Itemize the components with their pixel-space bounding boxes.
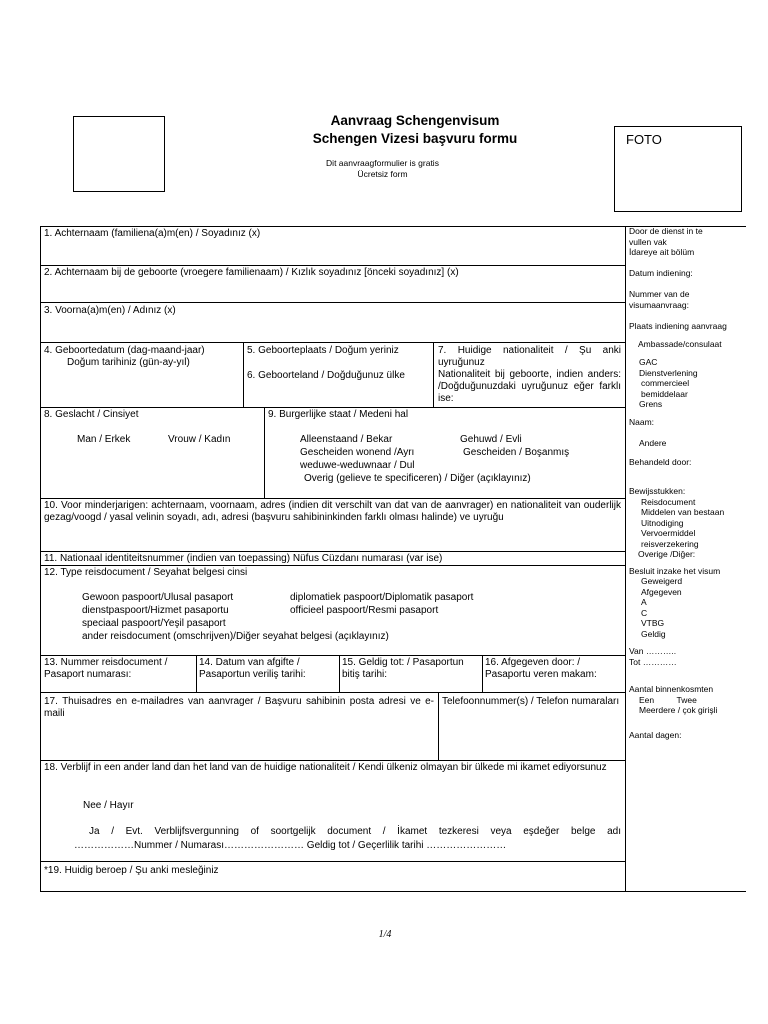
marital-option-divorced[interactable]: Gescheiden / Boşanmış <box>463 447 570 458</box>
residence-option-no[interactable]: Nee / Hayır <box>83 800 134 811</box>
sidebar-option-service-3: bemiddelaar <box>641 388 688 399</box>
title-tr: Schengen Vizesi başvuru formu <box>312 131 518 146</box>
title-nl: Aanvraag Schengenvisum <box>330 113 500 128</box>
doc-option-service[interactable]: dienstpaspoort/Hizmet pasaportu <box>82 605 229 616</box>
logo-placeholder-box <box>73 116 165 192</box>
sidebar-option-other[interactable]: Andere <box>639 438 667 448</box>
marital-option-single[interactable]: Alleenstaand / Bekar <box>300 434 393 445</box>
field-16-issued-by[interactable]: 16. Afgegeven door: / Pasaportu veren makam: <box>485 657 597 680</box>
field-9-marital-status: 9. Burgerlijke staat / Medeni hal <box>268 409 409 420</box>
sidebar-entries-two[interactable]: Twee <box>676 694 697 705</box>
sidebar-entries-label: Aantal binnenkosmten <box>629 684 714 694</box>
field-17-home-address[interactable]: 17. Thuisadres en e-mailadres van aanvrager / Başvuru sahibinin posta adresi ve e-maili <box>44 696 434 719</box>
marital-option-married[interactable]: Gehuwd / Evli <box>460 434 522 445</box>
field-5-birth-place[interactable]: 5. Geboorteplaats / Doğum yeriniz <box>247 345 399 356</box>
sidebar-place-label: Plaats indiening aanvraag <box>629 321 727 331</box>
sidebar-evidence-document[interactable]: Reisdocument <box>641 496 696 507</box>
sidebar-evidence-means[interactable]: Middelen van bestaan <box>641 507 725 517</box>
official-use-sidebar <box>629 226 745 740</box>
sidebar-valid-from[interactable]: Van ……….. <box>629 646 677 656</box>
sidebar-evidence-insurance: reisverzekering <box>641 538 699 549</box>
doc-option-other[interactable]: ander reisdocument (omschrijven)/Diğer seyahat belgesi (açıklayınız) <box>82 631 389 642</box>
doc-option-official[interactable]: officieel paspoort/Resmi pasaport <box>290 605 439 616</box>
field-1-surname[interactable]: 1. Achternaam (familiena(a)m(en) / Soyadınız (x) <box>44 228 261 239</box>
field-3-first-names[interactable]: 3. Voorna(a)m(en) / Adınız (x) <box>44 305 176 316</box>
marital-option-widow[interactable]: weduwe-weduwnaar / Dul <box>300 460 415 471</box>
field-18-residence: 18. Verblijf in een ander land dan het land van de huidige nationaliteit / Kendi ülkeniz olmayan bir ülkede mi ikamet ediyorsunuz <box>44 762 607 773</box>
field-4-label-tr: Doğum tarihiniz (gün-ay-yıl) <box>67 357 190 368</box>
field-8-sex: 8. Geslacht / Cinsiyet <box>44 409 139 420</box>
sidebar-valid-to[interactable]: Tot ………… <box>629 656 677 667</box>
sidebar-valid-label: Geldig <box>641 628 666 639</box>
marital-option-other[interactable]: Overig (gelieve te specificeren) / Diğer (açıklayınız) <box>304 473 531 484</box>
field-17-phone[interactable]: Telefoonnummer(s) / Telefon numaraları <box>442 696 620 707</box>
field-7-current-nationality: 7. Huidige nationaliteit / Şu anki uyruğunuz <box>438 345 621 368</box>
sidebar-option-service-1[interactable]: Dienstverlening <box>639 367 698 378</box>
sidebar-date-label: Datum indiening: <box>629 267 693 278</box>
field-15-valid-until[interactable]: 15. Geldig tot: / Pasaportun bitiş tarihi: <box>342 657 464 680</box>
sidebar-days-label: Aantal dagen: <box>629 729 682 740</box>
page-number: 1/4 <box>378 929 392 940</box>
photo-box <box>614 126 742 212</box>
sidebar-entries-multiple[interactable]: Meerdere / çok girişli <box>639 705 718 715</box>
doc-option-diplomatic[interactable]: diplomatiek paspoort/Diplomatik pasaport <box>290 592 474 603</box>
field-10-guardian[interactable]: 10. Voor minderjarigen: achternaam, voornaam, adres (indien dit verschilt van dat van de aanvrager) en nationaliteit van ouderlijk gezag/voogd / yasal velinin soyadı, adı, adresi (başvuru sahibininkinden farklı olması halinde) ve uyruğu <box>44 500 621 523</box>
sidebar-visa-vtbg[interactable]: VTBG <box>641 618 665 628</box>
sex-option-female[interactable]: Vrouw / Kadın <box>168 434 231 445</box>
sidebar-visa-a[interactable]: A <box>641 597 647 607</box>
sidebar-number-label-2: visumaanvraag: <box>629 299 690 310</box>
sidebar-evidence-transport[interactable]: Vervoermiddel <box>641 528 696 538</box>
residence-permit-details[interactable]: ………………Nummer / Numarası…………………… Geldig tot / Geçerlilik tarihi …………………… <box>74 840 507 851</box>
sidebar-option-border[interactable]: Grens <box>639 399 663 409</box>
field-14-issue-date[interactable]: 14. Datum van afgifte / Pasaportun veriliş tarihi: <box>199 657 306 680</box>
page-title <box>280 112 550 148</box>
sidebar-intro-2: vullen vak <box>629 236 667 247</box>
free-note-tr: Ücretsiz form <box>357 168 408 179</box>
sidebar-evidence-label: Bewijsstukken: <box>629 486 686 496</box>
marital-option-separated[interactable]: Gescheiden wonend /Ayrı <box>300 447 415 458</box>
sidebar-intro-1: Door de dienst in te <box>629 226 703 236</box>
sidebar-name-label: Naam: <box>629 416 655 427</box>
doc-option-special[interactable]: speciaal paspoort/Yeşil pasaport <box>82 618 226 629</box>
sidebar-evidence-invitation[interactable]: Uitnodiging <box>641 517 684 528</box>
field-19-occupation[interactable]: *19. Huidig beroep / Şu anki mesleğiniz <box>44 865 219 876</box>
sidebar-number-label-1: Nummer van de <box>629 289 690 299</box>
field-7-birth-nationality: Nationaliteit bij geboorte, indien anders: /Doğduğunuzdaki uyruğunuz eğer farklı ise: <box>438 369 621 404</box>
photo-label: FOTO <box>626 132 662 147</box>
sidebar-decision-refused[interactable]: Geweigerd <box>641 576 683 586</box>
sidebar-option-gac[interactable]: GAC <box>639 357 658 367</box>
sidebar-visa-c[interactable]: C <box>641 607 648 618</box>
sidebar-entries-options <box>629 695 745 706</box>
sidebar-entries-one[interactable]: Een <box>639 694 655 705</box>
sidebar-intro-3: İdareye ait bölüm <box>629 247 695 257</box>
sex-option-male[interactable]: Man / Erkek <box>77 434 131 445</box>
free-form-note <box>300 158 465 179</box>
field-13-document-number[interactable]: 13. Nummer reisdocument / Pasaport numarası: <box>44 657 168 680</box>
sidebar-option-embassy[interactable]: Ambassade/consulaat <box>638 338 722 349</box>
sidebar-handled-label: Behandeld door: <box>629 456 692 467</box>
field-4-birth-date[interactable] <box>44 345 241 369</box>
field-4-label-nl: 4. Geboortedatum (dag-maand-jaar) <box>44 345 205 356</box>
sidebar-decision-issued[interactable]: Afgegeven <box>641 586 682 597</box>
field-12-document-type: 12. Type reisdocument / Seyahat belgesi cinsi <box>44 567 248 578</box>
sidebar-option-service-2: commercieel <box>641 378 690 388</box>
sidebar-decision-label: Besluit inzake het visum <box>629 565 721 576</box>
field-6-birth-country[interactable]: 6. Geboorteland / Doğduğunuz ülke <box>247 370 405 381</box>
doc-option-ordinary[interactable]: Gewoon paspoort/Ulusal pasaport <box>82 592 234 603</box>
field-2-birth-surname[interactable]: 2. Achternaam bij de geboorte (vroegere familienaam) / Kızlık soyadınız [önceki soyadınız] (x) <box>44 267 459 278</box>
free-note-nl: Dit aanvraagformulier is gratis <box>326 158 439 168</box>
residence-option-yes[interactable]: Ja / Evt. Verblijfsvergunning of soortgelijk document / İkamet tezkeresi veya eşdeğer belge adı <box>89 826 621 837</box>
sidebar-evidence-other[interactable]: Overige /Diğer: <box>638 549 696 559</box>
field-11-national-id[interactable]: 11. Nationaal identiteitsnummer (indien van toepassing) Nüfus Cüzdanı numarası (var ise) <box>44 553 443 564</box>
field-7-nationality[interactable] <box>438 345 621 405</box>
